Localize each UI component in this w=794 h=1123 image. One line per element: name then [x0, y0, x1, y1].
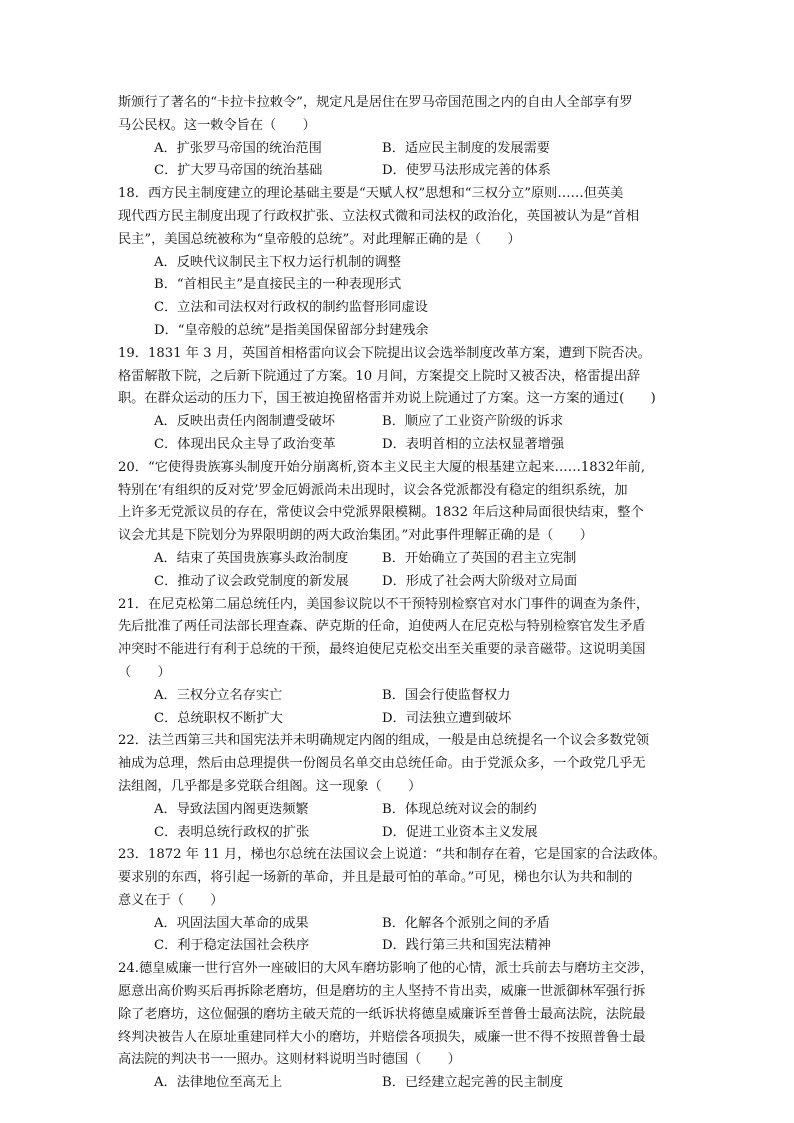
- question-23: [118, 844, 678, 958]
- question-text-line: 24.德皇威廉一世行宫外一座破旧的大风车磨坊影响了他的心情，派士兵前去与磨坊主交涉，: [118, 961, 654, 977]
- option-d[interactable]: D．司法独立遭到破坏: [382, 710, 512, 726]
- options-row: [118, 685, 678, 708]
- option-a[interactable]: A．反映出责任内阁制遭受破坏: [154, 414, 335, 430]
- option-b[interactable]: B．“首相民主”是直接民主的一种表现形式: [154, 277, 402, 293]
- options-row: [118, 138, 678, 161]
- option-a[interactable]: A．巩固法国大革命的成果: [154, 915, 309, 931]
- option-b[interactable]: B．已经建立起完善的民主制度: [382, 1075, 564, 1091]
- question-text-line: 斯颁行了著名的“卡拉卡拉敕令”，规定凡是居住在罗马帝国范围之内的自由人全部享有罗: [118, 95, 633, 110]
- question-text-line: 愿意出高价购买后再拆除老磨坊，但是磨坊的主人坚持不肯出卖，威廉一世派御林军强行拆: [118, 984, 646, 1000]
- options-row: [118, 434, 678, 457]
- question-text-line: （ ）: [118, 664, 171, 680]
- exam-page: [118, 92, 678, 1095]
- option-c[interactable]: C．推动了议会政党制度的新发展: [154, 573, 349, 589]
- question-17: [118, 92, 678, 183]
- option-d[interactable]: D．“皇帝般的总统”是指美国保留部分封建残余: [154, 322, 429, 338]
- question-text-line: 除了老磨坊，这位倔强的磨坊主破天荒的一纸诉状将德皇威廉诉至普鲁士最高法院，法院最: [118, 1006, 646, 1022]
- option-c[interactable]: C．总统职权不断扩大: [154, 710, 283, 726]
- options-row: [118, 160, 678, 183]
- question-text-line: 现代西方民主制度出现了行政权扩张、立法权式微和司法权的政治化，英国被认为是“首相: [118, 208, 640, 224]
- options-row: [118, 935, 678, 958]
- option-a[interactable]: A．三权分立名存实亡: [154, 687, 283, 703]
- option-a[interactable]: A．扩张罗马帝国的统治范围: [154, 140, 322, 156]
- question-text-line: 18．西方民主制度建立的理论基础主要是“天赋人权”思想和“三权分立”原则……但英美: [118, 186, 624, 202]
- question-text-line: 19．1831 年 3 月，英国首相格雷向议会下院提出议会选举制度改革方案，遭到下院否决。: [118, 345, 651, 361]
- question-text-line: 21．在尼克松第二届总统任内，美国参议院以不干预特别检察官对水门事件的调查为条件，: [118, 596, 650, 612]
- options-row: [118, 548, 678, 571]
- question-text-line: 冲突时不能进行有利于总统的干预，最终迫使尼克松交出至关重要的录音磁带。这说明美国: [118, 642, 646, 658]
- option-d[interactable]: D．践行第三共和国宪法精神: [382, 938, 551, 954]
- option-c[interactable]: C．利于稳定法国社会秩序: [154, 938, 310, 954]
- question-22: [118, 730, 678, 844]
- question-text-line: 高法院的判决书一一照办。这则材料说明当时德国（ ）: [118, 1052, 461, 1068]
- option-b[interactable]: B．顺应了工业资产阶级的诉求: [382, 414, 564, 430]
- option-b[interactable]: B．化解各个派别之间的矛盾: [382, 915, 550, 931]
- option-a[interactable]: A．结束了英国贵族寡头政治制度: [154, 550, 349, 566]
- option-d[interactable]: D．表明首相的立法权显著增强: [382, 436, 565, 452]
- options-row: [118, 822, 678, 845]
- options-row: [118, 1072, 678, 1095]
- question-text-line: 格雷解散下院，之后新下院通过了方案。10 月间，方案提交上院时又被否决，格雷提出辞: [118, 368, 641, 384]
- options-row: [118, 708, 678, 731]
- option-c[interactable]: C．立法和司法权对行政权的制约监督形同虚设: [154, 300, 428, 316]
- question-text-line: 特别在‘有组织的反对党’罗金厄姆派尚未出现时，议会各党派都没有稳定的组织系统，加: [118, 482, 628, 498]
- question-text-line: 意义在于（ ）: [118, 892, 224, 908]
- question-24: [118, 958, 678, 1095]
- question-text-line: 22．法兰西第三共和国宪法并未明确规定内阁的组成，一般是由总统提名一个议会多数党领: [118, 733, 650, 749]
- question-21: [118, 594, 678, 731]
- option-d[interactable]: D．形成了社会两大阶级对立局面: [382, 573, 578, 589]
- question-text-line: 袖成为总理，然后由总理提供一份阁员名单交由总统任命。由于党派众多，一个政党几乎无: [118, 756, 646, 772]
- options-row: [118, 571, 678, 594]
- question-text-line: 终判决被告人在原址重建同样大小的磨坊，并赔偿各项损失，威廉一世不得不按照普鲁士最: [118, 1029, 646, 1045]
- question-text-line: 民主”，美国总统被称为“皇帝般的总统”。对此理解正确的是（ ）: [118, 231, 521, 247]
- question-18: [118, 183, 678, 343]
- question-text-line: 职。在群众运动的压力下，国王被迫挽留格雷并劝说上院通过了方案。这一方案的通过( ): [118, 391, 656, 407]
- option-c[interactable]: C．扩大罗马帝国的统治基础: [154, 163, 323, 179]
- question-text-line: 20．“它使得贵族寡头制度开始分崩离析,资本主义民主大厦的根基建立起来……1832年前,: [118, 459, 646, 475]
- option-c[interactable]: C．体现出民众主导了政治变革: [154, 436, 336, 452]
- option-b[interactable]: B．适应民主制度的发展需要: [382, 140, 550, 156]
- options-row: [118, 411, 678, 434]
- option-a[interactable]: A．法律地位至高无上: [154, 1075, 283, 1091]
- option-d[interactable]: D．使罗马法形成完善的体系: [382, 163, 551, 179]
- option-c[interactable]: C．表明总统行政权的扩张: [154, 824, 310, 840]
- question-text-line: 马公民权。这一敕令旨在（ ）: [118, 117, 316, 133]
- question-text-line: 先后批准了两任司法部长理查森、萨克斯的任命，迫使两人在尼克松与特别检察官发生矛盾: [118, 619, 646, 635]
- option-b[interactable]: B．国会行使监督权力: [382, 687, 511, 703]
- option-b[interactable]: B．体现总统对议会的制约: [382, 801, 537, 817]
- question-text-line: 要求别的东西，将引起一场新的革命，并且是最可怕的革命。”可见，梯也尔认为共和制的: [118, 870, 633, 886]
- options-row: [118, 799, 678, 822]
- question-text-line: 23．1872 年 11 月，梯也尔总统在法国议会上说道：“共和制存在着，它是国家的合法政体。: [118, 847, 666, 863]
- question-20: [118, 457, 678, 594]
- question-19: [118, 343, 678, 457]
- options-row: [118, 913, 678, 936]
- option-d[interactable]: D．促进工业资本主义发展: [382, 824, 538, 840]
- option-a[interactable]: A．导致法国内阁更迭频繁: [154, 801, 309, 817]
- option-a[interactable]: A．反映代议制民主下权力运行机制的调整: [154, 254, 401, 270]
- question-text-line: 议会尤其是下院划分为界限明朗的两大政治集团。”对此事件理解正确的是（ ）: [118, 528, 593, 544]
- option-b[interactable]: B．开始确立了英国的君主立宪制: [382, 550, 577, 566]
- question-text-line: 上许多无党派议员的存在，常使议会中党派界限模糊。1832 年后这种局面很快结束，整个: [118, 505, 644, 521]
- question-text-line: 法组阁，几乎都是多党联合组阁。这一现象（ ）: [118, 778, 422, 794]
